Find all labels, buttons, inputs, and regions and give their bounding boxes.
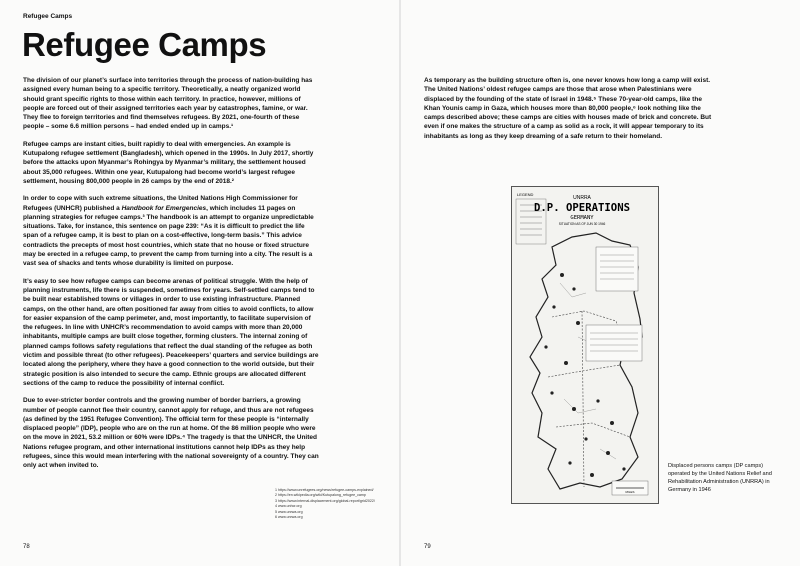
page-title: Refugee Camps <box>22 26 267 63</box>
inset-table <box>586 325 642 361</box>
footnote: 5 www.unrwa.org <box>275 509 303 514</box>
body-paragraph: The division of our planet’s surface into territories through the process of nation-building has assigned every human being to a specific territory. Theoretically, a neatly organized world should grant specific rights to those within each territory. In practice, however, millions of people are forced out of their assigned territories each year by catastrophes, famine, or war. They flee to foreign territories and find themselves refugees. By 2021, one-fourth of these people – some 6.6 million persons – had ended ended up in camps.¹ <box>23 77 313 131</box>
map-title: D.P. OPERATIONS <box>534 201 630 214</box>
map-header-small: UNRRA <box>573 195 591 201</box>
body-paragraph <box>23 194 321 268</box>
footnote: 2 https://en.wikipedia.org/wiki/Kutupalong_refugee_camp <box>275 493 366 498</box>
dp-operations-map <box>511 186 659 504</box>
footnote: 3 https://www.internal-displacement.org/global-report/grid2022/ <box>275 498 375 503</box>
footnotes <box>275 488 385 520</box>
footnote: 1 https://www.unrefugees.org/news/refugee-camps-explained/ <box>275 488 374 492</box>
map-caption: Displaced persons camps (DP camps) operated by the United Nations Relief and Rehabilitation Administration (UNRRA) in Germany in 1946 <box>668 463 772 493</box>
map-subtitle: GERMANY <box>570 215 594 221</box>
page-number-right: 79 <box>424 544 431 550</box>
camp-marker <box>610 421 614 425</box>
camp-marker <box>572 407 576 411</box>
body-paragraph: As temporary as the building structure often is, one never knows how long a camp will exist. The United Nations’ oldest refugee camps are those that arose when Palestinians were displaced by the founding of the state of Israel in 1948.⁵ These 70-year-old camps, like the Khan Younis camp in Gaza, which houses more than 80,000 people,⁶ look nothing like the camps described above; these camps are cities with houses made of brick and concrete. But even if one makes the structure of a camp as solid as a rock, it will appear temporary to its inhabitants as long as they keep dreaming of a safe return to their homeland. <box>424 77 712 140</box>
paragraph-text-before: In order to cope with such extreme situations, the United Nations High Commissioner for Refugees (UNHCR) published a <box>23 195 298 212</box>
camp-marker <box>564 361 568 365</box>
camp-marker <box>590 473 594 477</box>
map-date-line: SITUATION AS OF JUN 30 1946 <box>558 222 606 226</box>
body-paragraph: It’s easy to see how refugee camps can become arenas of political struggle. With the help of planning instruments, life there is suspended, sometimes for years. Self-settled camps tend to be built near established towns or villages in order to use existing infrastructure. Planned camps, on the other hand, are often positioned far away from cities to avoid conflicts, to allow for easier expansion of the camp perimeter, and, most importantly, to facilitate supervision of the refugees. In line with UNHCR’s recommendation to avoid camps with more than 20,000 inhabitants, multiple camps are built close together, forming clusters. The internal zoning of planned camps follows safety regulations that reflect the dual standing of the refugee as both victim and possible threat (to other refugees). Peacekeepers’ quarters and service buildings are located along the periphery, where they have a good connection to the world outside, but their strategic position is also intended to secure the camp. Ethnic groups are allocated different sections of the camp to reduce the possibility of internal conflict. <box>23 277 319 387</box>
inset-table <box>596 247 638 291</box>
camp-marker <box>550 391 553 394</box>
paragraph-text-after: , which includes 11 pages on planning strategies for refugee camps.³ The handbook is an attempt to organize unpredictable situations. Take, for instance, this sentence on page 239: “As it is difficult to predict the life span of a refugee camp, it is best to plan on a cost-effective, long-term basis.” This advice contradicts the precepts of most host countries, which state that no house or fixed structure may be erected in a refugee camp, to prevent the camp from turning into a city. The result is a vast sea of shacks and tents whose durability is limited on purpose. <box>23 204 314 268</box>
left-text-column <box>23 76 321 479</box>
camp-marker <box>552 305 555 308</box>
camp-marker <box>560 273 564 277</box>
map-figure <box>512 187 658 503</box>
camp-marker <box>596 399 599 402</box>
camp-marker <box>584 437 587 440</box>
page-number-left: 78 <box>23 544 30 550</box>
right-text-column <box>424 76 718 149</box>
map-scale-label: MILES <box>625 490 635 494</box>
camp-marker <box>622 467 625 470</box>
body-paragraph: Refugee camps are instant cities, built rapidly to deal with emergencies. An example is Kutupalong refugee settlement (Bangladesh), which opened in the 1990s. In July 2017, shortly before the attacks upon Myanmar’s Rohingya by Myanmar’s military, the settlement housed about 35,000 refugees. Within one year, Kutupalong had become world’s largest refugee settlement, housing 800,000 people in 26 camps by the end of 2018.² <box>23 140 314 185</box>
camp-marker <box>606 451 610 455</box>
footnote: 4 www.unhcr.org <box>275 504 302 509</box>
camp-marker <box>544 345 547 348</box>
camp-marker <box>576 321 580 325</box>
map-legend-label: LEGEND <box>517 192 534 197</box>
handbook-title: Handbook for Emergencies <box>121 204 207 212</box>
body-paragraph: Due to ever-stricter border controls and the growing number of border barriers, a growing number of people cannot flee their country, cannot apply for refuge, and thus are not refugees (as defined by the 1951 Refugee Convention). The official term for these people is “internally displaced people” (IDP), people who are on the run at home. Of the 86 million people who were on the move in 2021, 53.2 million or 60% were IDPs.⁴ The tragedy is that the UNHCR, the United Nations refugee program, and other international institutions cannot help IDPs as they help refugees, since this would mean interfering with the national sovereignty of a country. They can only act when invited to. <box>23 397 319 470</box>
running-head: Refugee Camps <box>23 13 73 20</box>
left-page <box>0 0 399 566</box>
camp-marker <box>572 287 575 290</box>
camp-marker <box>568 461 571 464</box>
footnote: 6 www.unrwa.org <box>275 515 303 520</box>
